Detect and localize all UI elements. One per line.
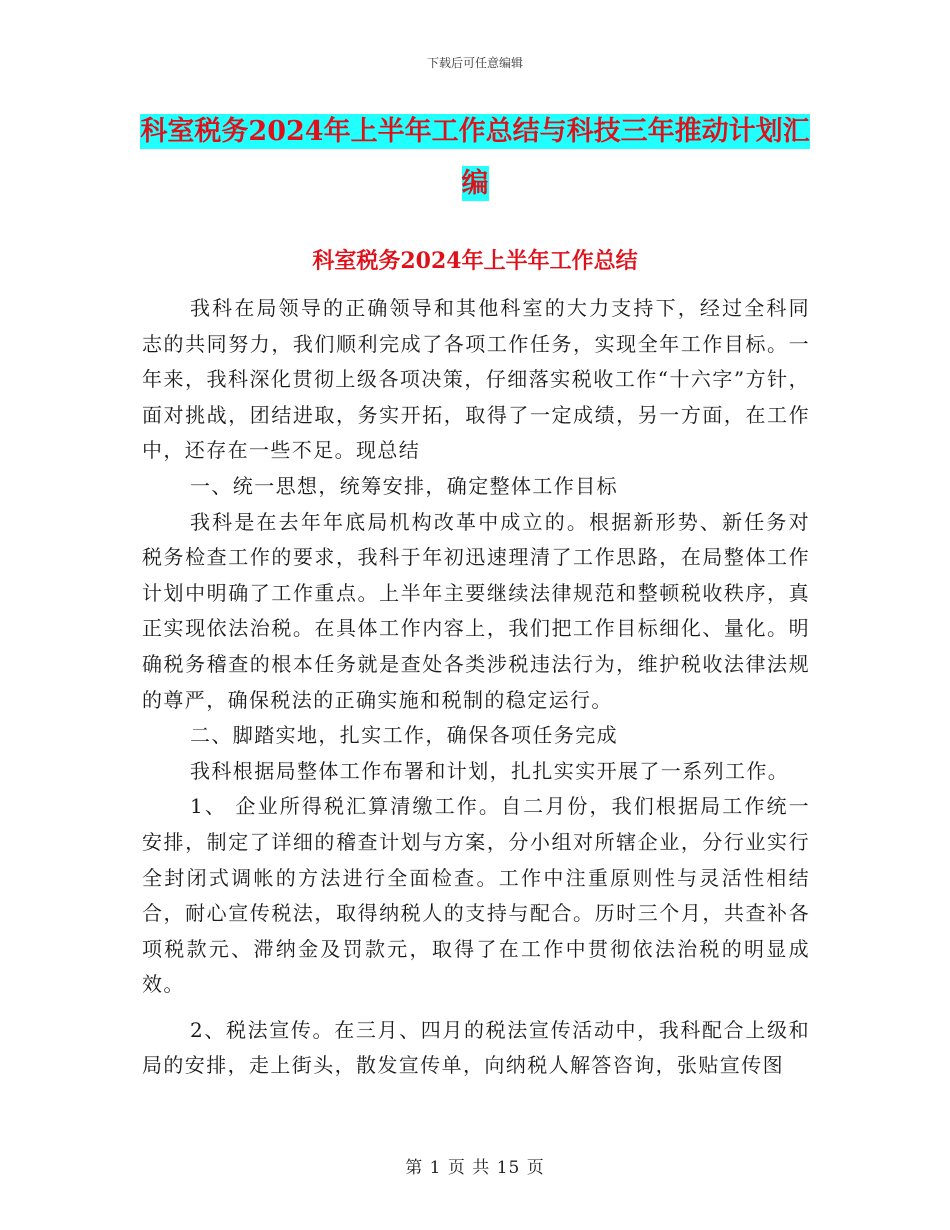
- document-title-text: 科室税务2024年上半年工作总结与科技三年推动计划汇编: [140, 116, 810, 199]
- paragraph-intro: 我科在局领导的正确领导和其他科室的大力支持下，经过全科同志的共同努力，我们顺利完成了各项工作任务，实现全年工作目标。一年来，我科深化贯彻上级各项决策，仔细落实税收工作“十六字”方针，面对挑战，团结进取，务实开拓，取得了一定成绩，另一方面，在工作中，还存在一些不足。现总结: [142, 296, 810, 463]
- paragraph-one: 我科是在去年年底局机构改革中成立的。根据新形势、新任务对税务检查工作的要求，我科于年初迅速理清了工作思路，在局整体工作计划中明确了工作重点。上半年主要继续法律规范和整顿税收秩序，真正实现依法治税。在具体工作内容上，我们把工作目标细化、量化。明确税务稽查的根本任务就是查处各类涉税违法行为，维护税收法律法规的尊严，确保税法的正确实施和税制的稳定运行。: [142, 509, 810, 712]
- document-body: [142, 291, 810, 1084]
- list-item-2: 2、税法宣传。在三月、四月的税法宣传活动中，我科配合上级和局的安排，走上街头，散发宣传单，向纳税人解答咨询，张贴宣传图: [142, 1017, 810, 1078]
- section-title: 科室税务2024年上半年工作总结: [312, 248, 638, 274]
- header-note: 下载后可任意编辑: [426, 56, 523, 70]
- document-title: [140, 106, 810, 210]
- page-footer: 第 1 页 共 15 页: [405, 1158, 545, 1178]
- list-item-1: 1、 企业所得税汇算清缴工作。自二月份，我们根据局工作统一安排，制定了详细的稽查计划与方案，分小组对所辖企业，分行业实行全封闭式调帐的方法进行全面检查。工作中注重原则性与灵活性相结合，耐心宣传税法，取得纳税人的支持与配合。历时三个月，共查补各项税款元、滞纳金及罚款元，取得了在工作中贯彻依法治税的明显成效。: [142, 794, 810, 997]
- paragraph-two: 我科根据局整体工作布署和计划，扎扎实实开展了一系列工作。: [190, 758, 790, 783]
- heading-one: 一、统一思想，统筹安排，确定整体工作目标: [190, 473, 618, 498]
- heading-two: 二、脚踏实地，扎实工作，确保各项任务完成: [190, 723, 618, 748]
